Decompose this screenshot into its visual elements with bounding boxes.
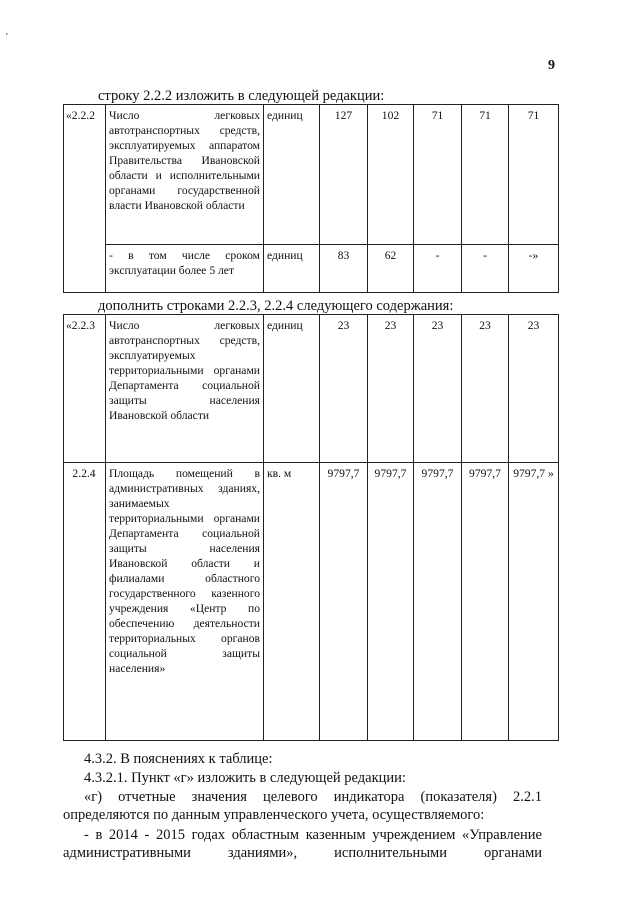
row-unit: единиц: [264, 245, 320, 293]
body-paragraph: 4.3.2.1. Пункт «г» изложить в следующей редакции:: [84, 770, 406, 786]
row-code: «2.2.3: [64, 315, 106, 463]
body-paragraph: административными зданиями», исполнительными органами: [63, 845, 542, 861]
row-value: -: [462, 245, 509, 293]
row-description: Число легковых автотранспортных средств, эксплуатируемых аппаратом Правительства Ивановской области и исполнительными органами государственной власти Ивановской области: [106, 105, 264, 245]
body-paragraph: - в 2014 - 2015 годах областным казенным учреждением «Управление: [84, 827, 542, 843]
row-value: 23: [462, 315, 509, 463]
row-value: -: [414, 245, 462, 293]
row-value: -»: [509, 245, 559, 293]
intro-line-1: строку 2.2.2 изложить в следующей редакции:: [98, 88, 385, 104]
row-unit: кв. м: [264, 463, 320, 741]
page-number: 9: [548, 58, 555, 73]
row-value: 83: [320, 245, 368, 293]
row-description: - в том числе сроком эксплуатации более 5 лет: [106, 245, 264, 293]
row-value: 9797,7: [368, 463, 414, 741]
row-value: 9797,7 »: [509, 463, 559, 741]
indicator-table-1: [63, 104, 559, 293]
row-value: 9797,7: [320, 463, 368, 741]
row-value: 23: [509, 315, 559, 463]
row-value: 71: [414, 105, 462, 245]
row-value: 23: [414, 315, 462, 463]
row-description: Число легковых автотранспортных средств, эксплуатируемых территориальными органами Департамента социальной защиты населения Ивановской области: [106, 315, 264, 463]
corner-mark: ': [6, 32, 8, 43]
row-description: Площадь помещений в административных зданиях, занимаемых территориальными органами Департамента социальной защиты населения Ивановской области и филиалами областного государственного казенного учреждения «Центр по обеспечению деятельности территориальных органов социальной защиты населения»: [106, 463, 264, 741]
row-value: 127: [320, 105, 368, 245]
row-code: 2.2.4: [64, 463, 106, 741]
row-code: [64, 245, 106, 293]
table-row: [64, 315, 559, 463]
row-value: 71: [462, 105, 509, 245]
body-paragraph: «г) отчетные значения целевого индикатора (показателя) 2.2.1: [84, 789, 542, 805]
row-value: 9797,7: [414, 463, 462, 741]
intro-line-2: дополнить строками 2.2.3, 2.2.4 следующего содержания:: [98, 298, 454, 314]
row-value: 102: [368, 105, 414, 245]
table-row: [64, 245, 559, 293]
row-value: 71: [509, 105, 559, 245]
row-unit: единиц: [264, 105, 320, 245]
row-unit: единиц: [264, 315, 320, 463]
row-value: 23: [368, 315, 414, 463]
row-value: 62: [368, 245, 414, 293]
indicator-table-2: [63, 314, 559, 741]
table-row: [64, 105, 559, 245]
row-code: «2.2.2: [64, 105, 106, 245]
body-paragraph: определяются по данным управленческого учета, осуществляемого:: [63, 807, 485, 823]
row-value: 23: [320, 315, 368, 463]
row-value: 9797,7: [462, 463, 509, 741]
table-row: [64, 463, 559, 741]
body-paragraph: 4.3.2. В пояснениях к таблице:: [84, 751, 273, 767]
